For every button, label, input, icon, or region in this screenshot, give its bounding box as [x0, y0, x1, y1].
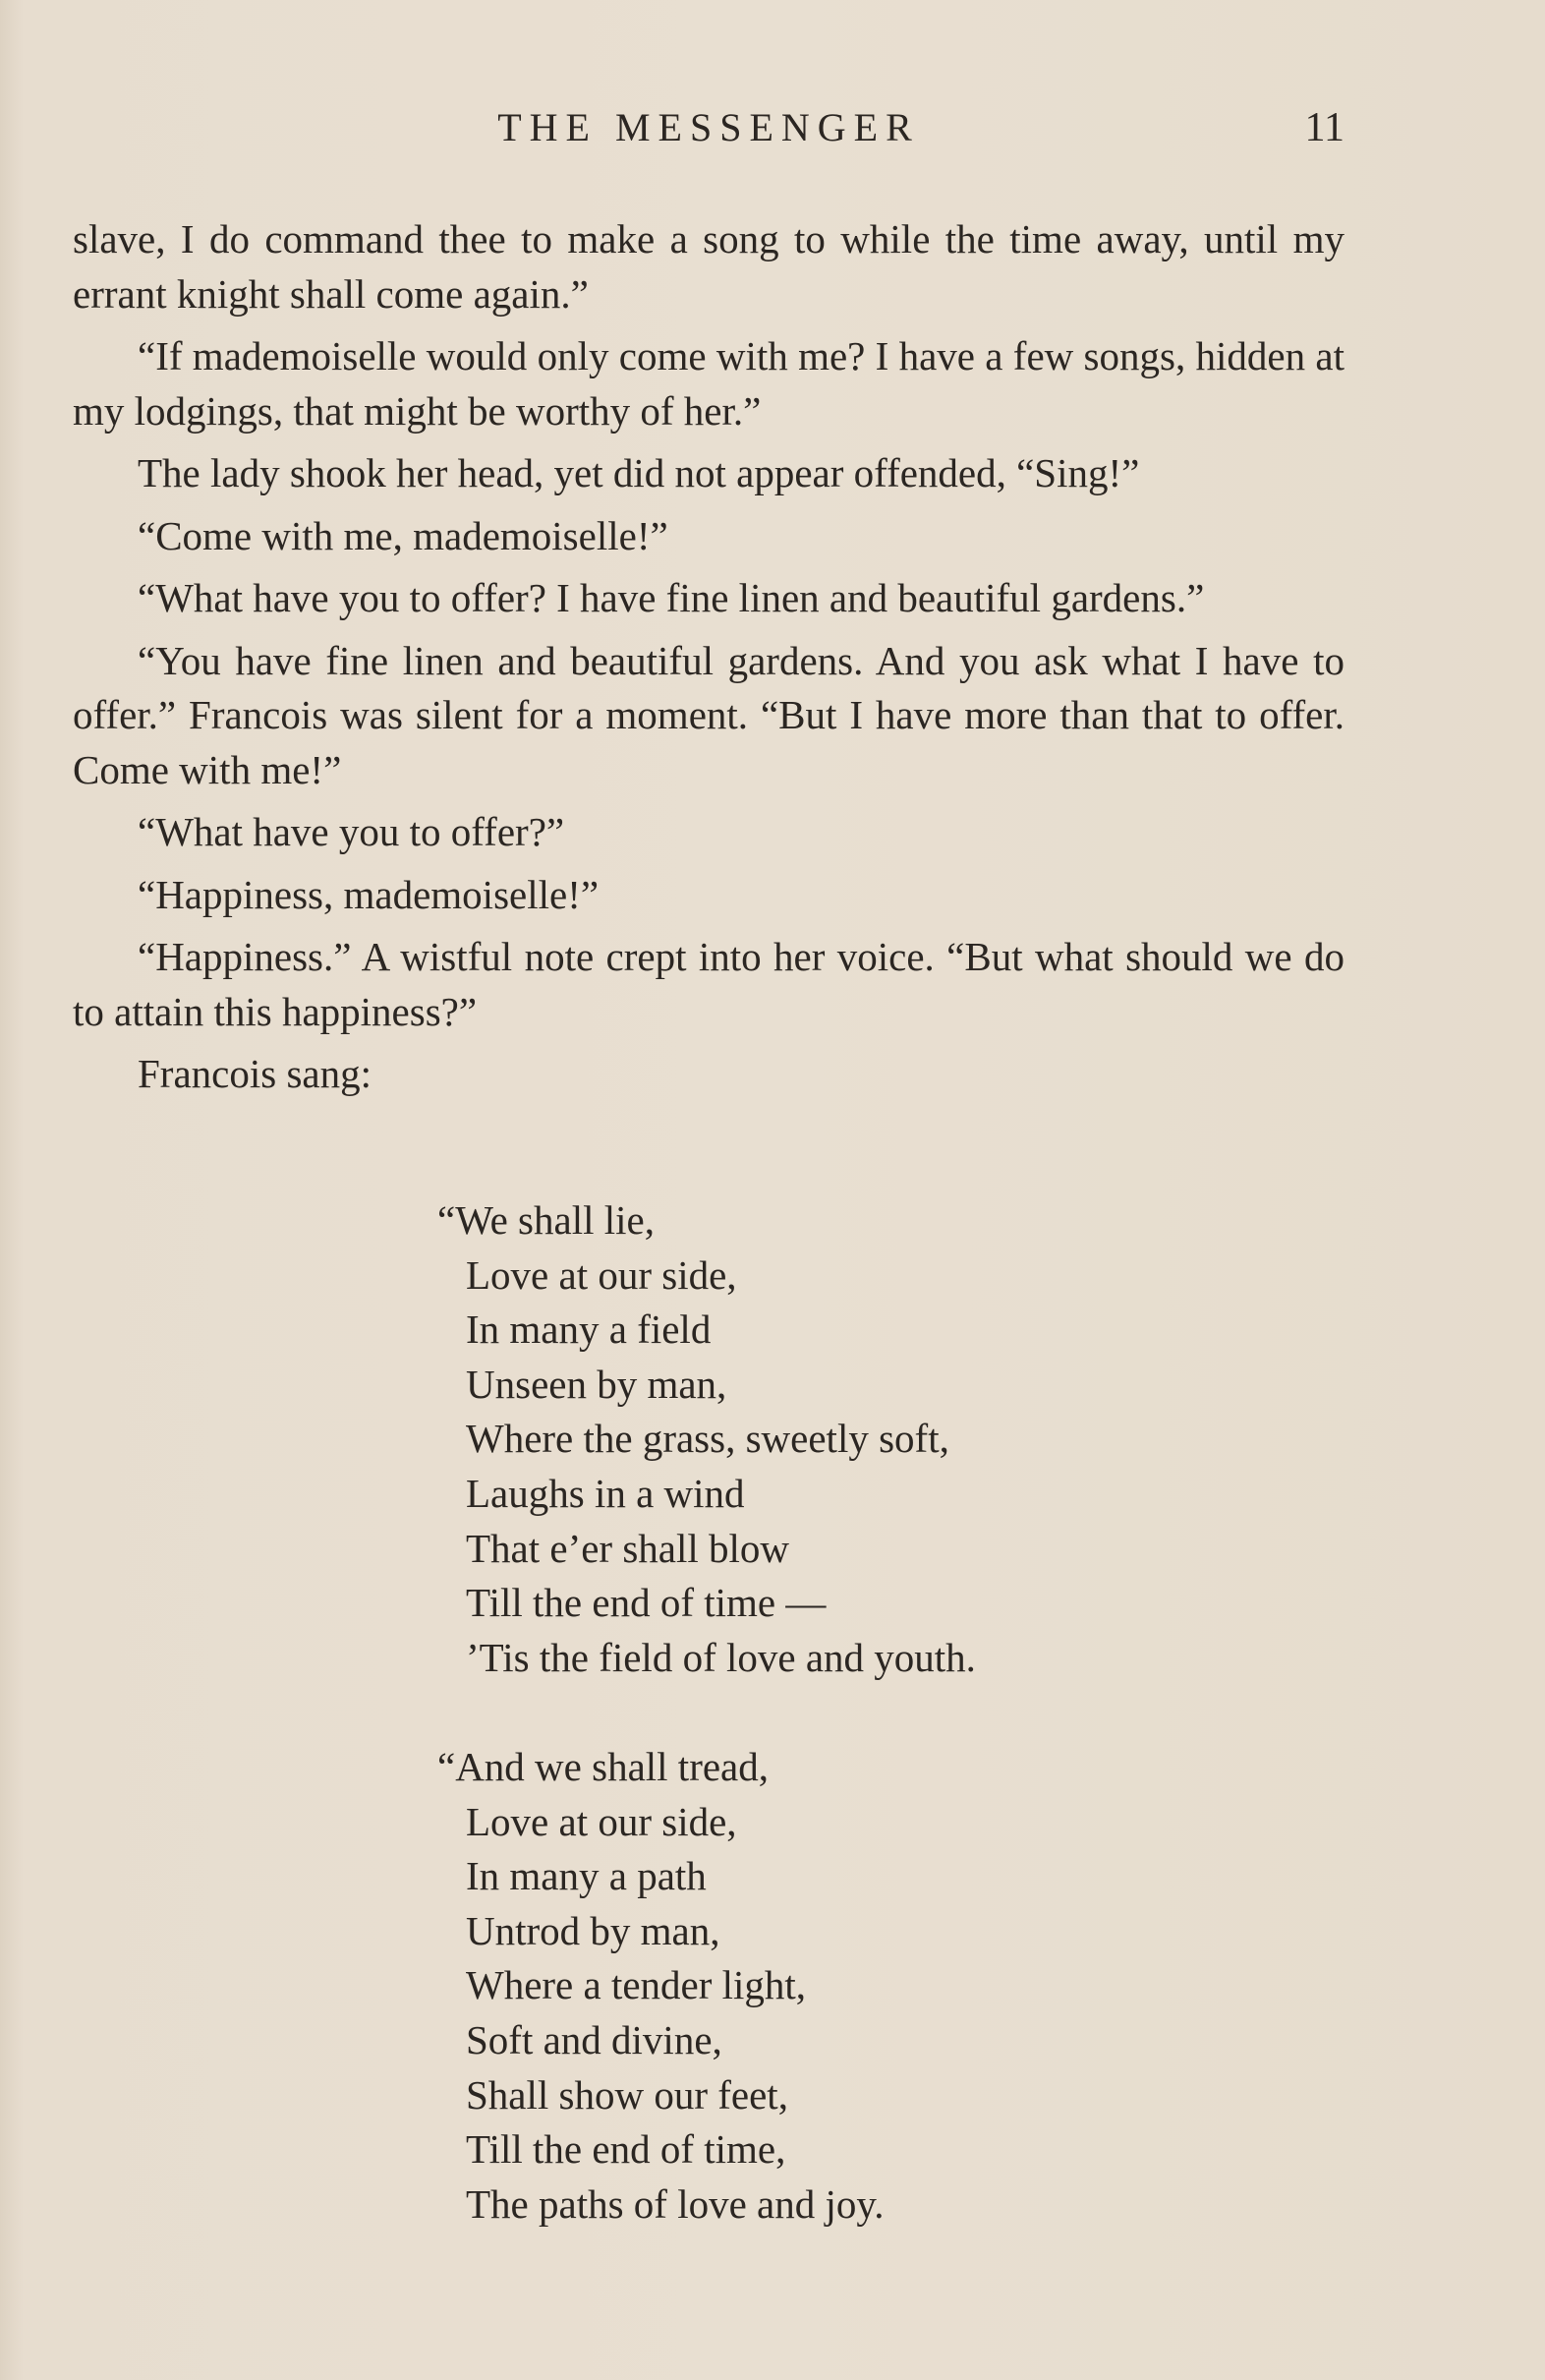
poem-line: Shall show our feet, — [466, 2071, 788, 2118]
poem-line: Till the end of time — — [466, 1580, 827, 1626]
poem-line: ’Tis the field of love and youth. — [466, 1634, 976, 1680]
paragraph: The lady shook her head, yet did not appear offended, “Sing!” — [138, 450, 1140, 495]
page-number: 11 — [1304, 105, 1345, 150]
paragraph: “What have you to offer? I have fine linen and beautiful gardens.” — [138, 575, 1205, 620]
poem-line: That e’er shall blow — [466, 1525, 790, 1571]
poem-line: Laughs in a wind — [466, 1470, 745, 1516]
paragraph: “Come with me, mademoiselle!” — [138, 512, 668, 558]
poem-line: Love at our side, — [466, 1251, 737, 1298]
paragraph: “Happiness.” A wistful note crept into her voice. “But what should we do to attain this happiness?” — [73, 934, 1345, 1034]
running-title: THE MESSENGER — [497, 105, 920, 149]
paragraph-continuation: slave, I do command thee to make a song to while the time away, until my errant knight shall come again.” — [73, 216, 1345, 317]
paragraph: Francois sang: — [138, 1051, 372, 1096]
poem-line: In many a path — [466, 1853, 707, 1899]
poem-line: Untrod by man, — [466, 1907, 720, 1953]
poem-line: “And we shall tread, — [437, 1744, 769, 1789]
poem-line: Till the end of time, — [466, 2126, 786, 2173]
prose-block — [73, 212, 1345, 1110]
poem-stanza-2 — [437, 1740, 1322, 2232]
poem-line: Soft and divine, — [466, 2016, 722, 2062]
poem-stanza-1 — [437, 1193, 1322, 1685]
paragraph: “You have fine linen and beautiful gardens. And you ask what I have to offer.” Francois was silent for a moment. “But I have more than that to offer. Come with me!” — [73, 637, 1345, 792]
paragraph: “What have you to offer?” — [138, 809, 565, 854]
running-head — [73, 98, 1345, 157]
poem-line: Love at our side, — [466, 1798, 737, 1844]
poem-line: Unseen by man, — [466, 1361, 727, 1407]
paragraph: “Happiness, mademoiselle!” — [138, 871, 600, 917]
poem-line: Where a tender light, — [466, 1962, 807, 2008]
poem-line: The paths of love and joy. — [466, 2180, 885, 2227]
paragraph: “If mademoiselle would only come with me? I have a few songs, hidden at my lodgings, that might be worthy of her.” — [73, 333, 1345, 434]
poem-line: “We shall lie, — [437, 1197, 655, 1243]
poem-line: In many a field — [466, 1306, 712, 1353]
poem-line: Where the grass, sweetly soft, — [466, 1416, 949, 1462]
